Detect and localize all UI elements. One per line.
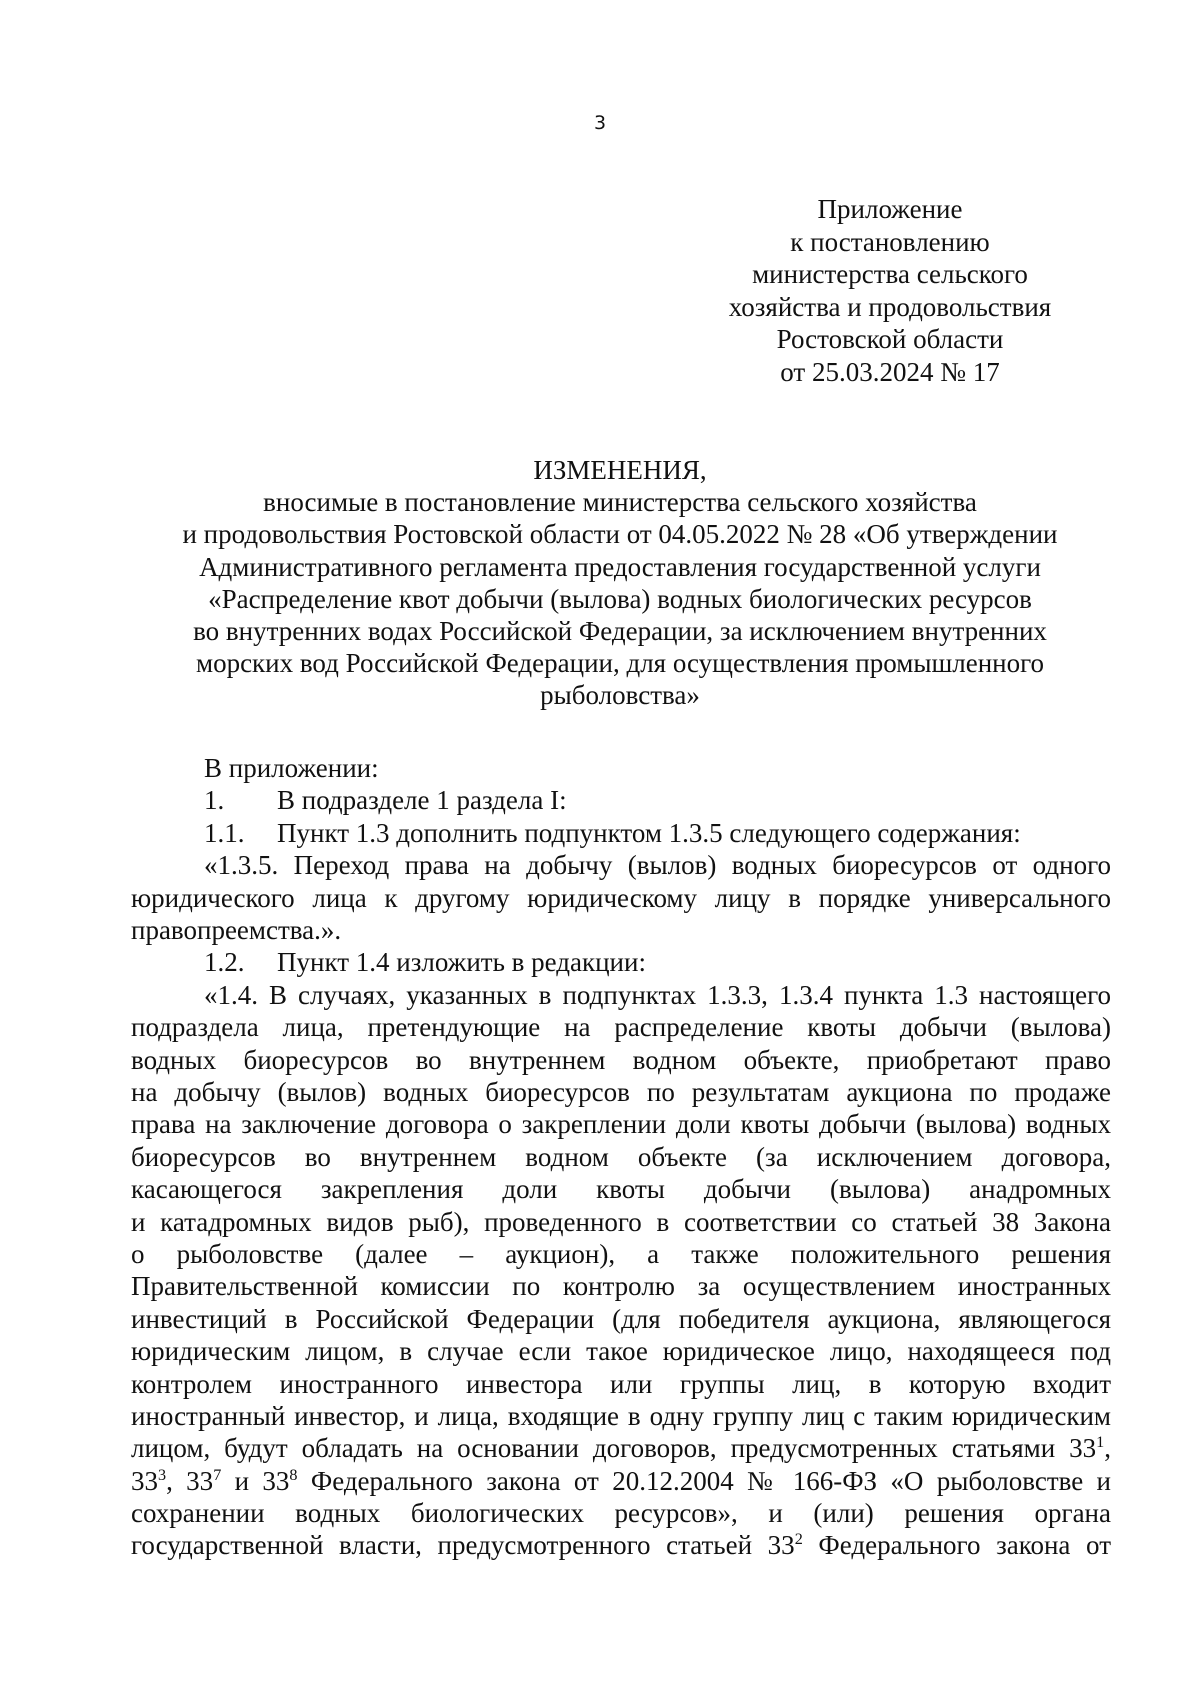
quote-line-superscript [131,1465,1111,1497]
heading-subtitle-line: Административного регламента предоставления государственной услуги [199,551,1041,582]
appendix-line: Приложение [817,194,963,224]
list-item-number: 1.1. [204,817,245,848]
quote-line: юридического лица к другому юридическому лицу в порядке универсального [131,882,1111,913]
quote-text: , 33 [166,1465,214,1496]
quote-line: водных биоресурсов во внутреннем водном объекте, приобретают право [131,1044,1111,1075]
quote-text: Федерального закона от [802,1530,1111,1561]
heading-subtitle-line: во внутренних водах Российской Федерации, за исключением внутренних [193,616,1047,647]
superscript: 8 [289,1465,298,1484]
appendix-line: министерства сельского [752,259,1028,289]
heading-subtitle-line: и продовольствия Ростовской области от 04.05.2022 № 28 «Об утверждении [182,519,1058,550]
quote-line: на добычу (вылов) водных биоресурсов по результатам аукциона по продаже [131,1076,1111,1107]
appendix-date-line: от 25.03.2024 № 17 [780,356,1000,387]
page-number: 3 [593,112,607,134]
heading-subtitle-line: морских вод Российской Федерации, для осуществления промышленного [195,648,1045,679]
body-intro: В приложении: [204,753,379,783]
superscript: 7 [213,1465,222,1484]
quote-line: сохранении водных биологических ресурсов», и (или) решения органа [131,1498,1111,1529]
quote-text: лицом, будут обладать на основании договоров, предусмотренных статьями 33 [131,1433,1097,1464]
heading-subtitle-line: «Распределение квот добычи (вылова) водных биологических ресурсов [208,583,1032,614]
heading-subtitle-line: вносимые в постановление министерства сельского хозяйства [263,487,977,518]
list-item-number: 1. [204,785,225,816]
list-item-1-2 [131,946,1111,978]
document-body [131,752,1111,1562]
quote-line: иностранный инвестор, и лица, входящие в одну группу лиц с таким юридическим [131,1400,1111,1431]
quote-line-superscript [131,1529,1111,1561]
list-item-text: Пункт 1.4 изложить в редакции: [277,947,646,978]
quote-line: о рыболовстве (далее – аукцион), а также положительного решения [131,1238,1111,1269]
heading-title: ИЗМЕНЕНИЯ, [533,455,707,485]
quote-line: «1.3.5. Переход права на добычу (вылов) водных биоресурсов от одного [204,850,1111,881]
superscript: 3 [158,1465,167,1484]
superscript: 1 [1096,1433,1105,1452]
list-item-text: Пункт 1.3 дополнить подпунктом 1.3.5 следующего содержания: [277,817,1021,848]
quote-line: Правительственной комиссии по контролю за осуществлением иностранных [131,1271,1111,1302]
quote-line: правопреемства.». [131,915,342,945]
quote-line: инвестиций в Российской Федерации (для победителя аукциона, являющегося [131,1303,1111,1334]
superscript: 2 [794,1530,803,1549]
quote-line-superscript [131,1432,1111,1464]
quote-line: касающегося закрепления доли квоты добычи (вылова) анадромных [131,1174,1111,1205]
quote-text: Федерального закона от 20.12.2004 № 166-ФЗ «О рыболовстве и [297,1465,1111,1496]
document-heading [130,454,1110,712]
list-item-number: 1.2. [204,947,245,978]
heading-subtitle-line: рыболовства» [540,680,700,711]
appendix-block [690,193,1090,388]
quote-text: государственной власти, предусмотренного статьей 33 [131,1530,795,1561]
appendix-line: к постановлению [790,226,990,257]
quote-text: , [1104,1433,1111,1464]
quote-line: контролем иностранного инвестора или группы лиц, в которую входит [131,1368,1111,1399]
appendix-line: хозяйства и продовольствия [728,291,1052,322]
quote-line: «1.4. В случаях, указанных в подпунктах 1.3.3, 1.3.4 пункта 1.3 настоящего [204,979,1111,1010]
list-item-1-1 [131,817,1111,849]
appendix-line: Ростовской области [776,324,1004,354]
quote-line: и катадромных видов рыб), проведенного в соответствии со статьей 38 Закона [131,1206,1111,1237]
quote-line: юридическим лицом, в случае если такое юридическое лицо, находящееся под [131,1336,1111,1367]
quote-text: и 33 [221,1465,290,1496]
quote-line: права на заключение договора о закреплении доли квоты добычи (вылова) водных [131,1109,1111,1140]
list-item-1 [131,784,1111,816]
list-item-text: В подразделе 1 раздела I: [277,785,567,816]
quote-line: биоресурсов во внутреннем водном объекте (за исключением договора, [131,1141,1111,1172]
quote-line: подраздела лица, претендующие на распределение квоты добычи (вылова) [131,1012,1111,1043]
quote-text: 33 [131,1465,158,1496]
